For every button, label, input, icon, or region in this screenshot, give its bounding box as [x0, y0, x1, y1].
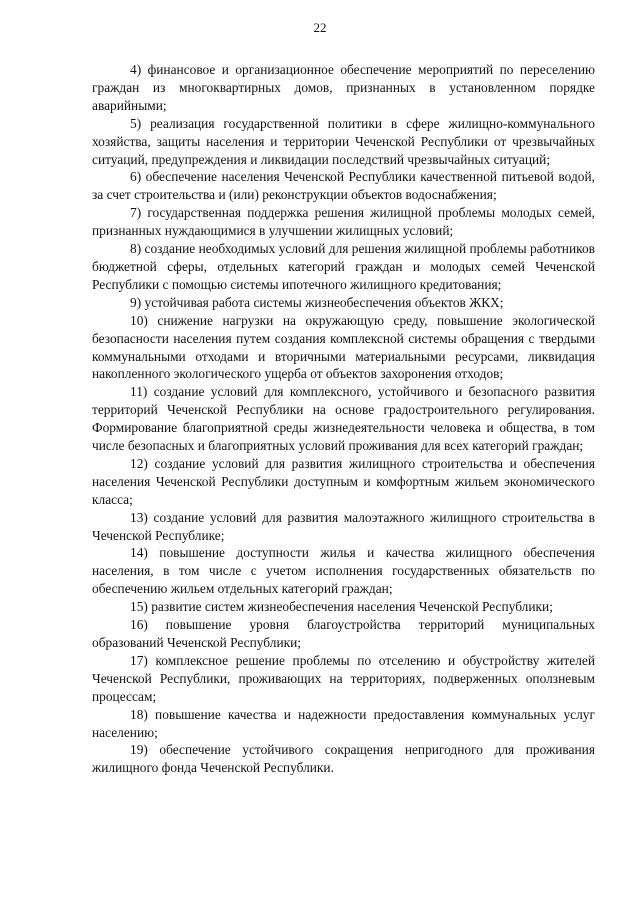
list-item-11: 11) создание условий для комплексного, устойчивого и безопасного развития территорий Чеченской Республики на основе градостроительного регулирования. Формирование благоприятной среды жизнедеятельности человека и общества, в том числе безопасных и благоприятных условий проживания для всех категорий граждан; [92, 384, 595, 454]
list-item-8: 8) создание необходимых условий для решения жилищной проблемы работников бюджетной сферы, отдельных категорий граждан и молодых семей Чеченской Республики с помощью системы ипотечного жилищного кредитования; [92, 241, 595, 292]
list-item-12: 12) создание условий для развития жилищного строительства и обеспечения населения Чеченской Республики доступным и комфортным жильем экономического класса; [92, 455, 595, 507]
list-item-7: 7) государственная поддержка решения жилищной проблемы молодых семей, признанных нуждающимися в улучшении жилищных условий; [92, 205, 595, 239]
list-item-16: 16) повышение уровня благоустройства территорий муниципальных образований Чеченской Республики; [92, 617, 595, 650]
list-item-6: 6) обеспечение населения Чеченской Республики качественной питьевой водой, за счет строительства и (или) реконструкции объектов водоснабжения; [92, 169, 595, 203]
list-item-10: 10) снижение нагрузки на окружающую среду, повышение экологической безопасности населения путем создания комплексной системы обращения с твердыми коммунальными отходами и вторичными материальными ресурсами, ликвидация накопленного экологического ущерба от объектов захоронения отходов; [92, 312, 595, 382]
list-item-19: 19) обеспечение устойчивого сокращения непригодного для проживания жилищного фонда Чеченской Республики. [92, 742, 595, 776]
page-number: 22 [313, 20, 327, 35]
list-item-14: 14) повышение доступности жилья и качества жилищного обеспечения населения, в том числе с учетом исполнения государственных обязательств по обеспечению жильем отдельных категорий граждан; [92, 545, 595, 597]
list-item-13: 13) создание условий для развития малоэтажного жилищного строительства в Чеченской Республике; [92, 509, 595, 543]
list-item-17: 17) комплексное решение проблемы по отселению и обустройству жителей Чеченской Республики, проживающих на территориях, подверженных оползневым процессам; [92, 652, 595, 704]
list-item-5: 5) реализация государственной политики в сфере жилищно-коммунального хозяйства, защиты населения и территории Чеченской Республики от чрезвычайных ситуаций, предупреждения и ликвидации последствий чрезвычайных ситуаций; [92, 115, 595, 167]
list-item-4: 4) финансовое и организационное обеспечение мероприятий по переселению граждан из многоквартирных домов, признанных в установленном порядке аварийными; [92, 62, 595, 113]
list-item-18: 18) повышение качества и надежности предоставления коммунальных услуг населению; [92, 706, 595, 740]
document-body [92, 61, 595, 777]
list-item-9: 9) устойчивая работа системы жизнеобеспечения объектов ЖКХ; [130, 294, 504, 310]
list-item-15: 15) развитие систем жизнеобеспечения населения Чеченской Республики; [130, 599, 553, 615]
